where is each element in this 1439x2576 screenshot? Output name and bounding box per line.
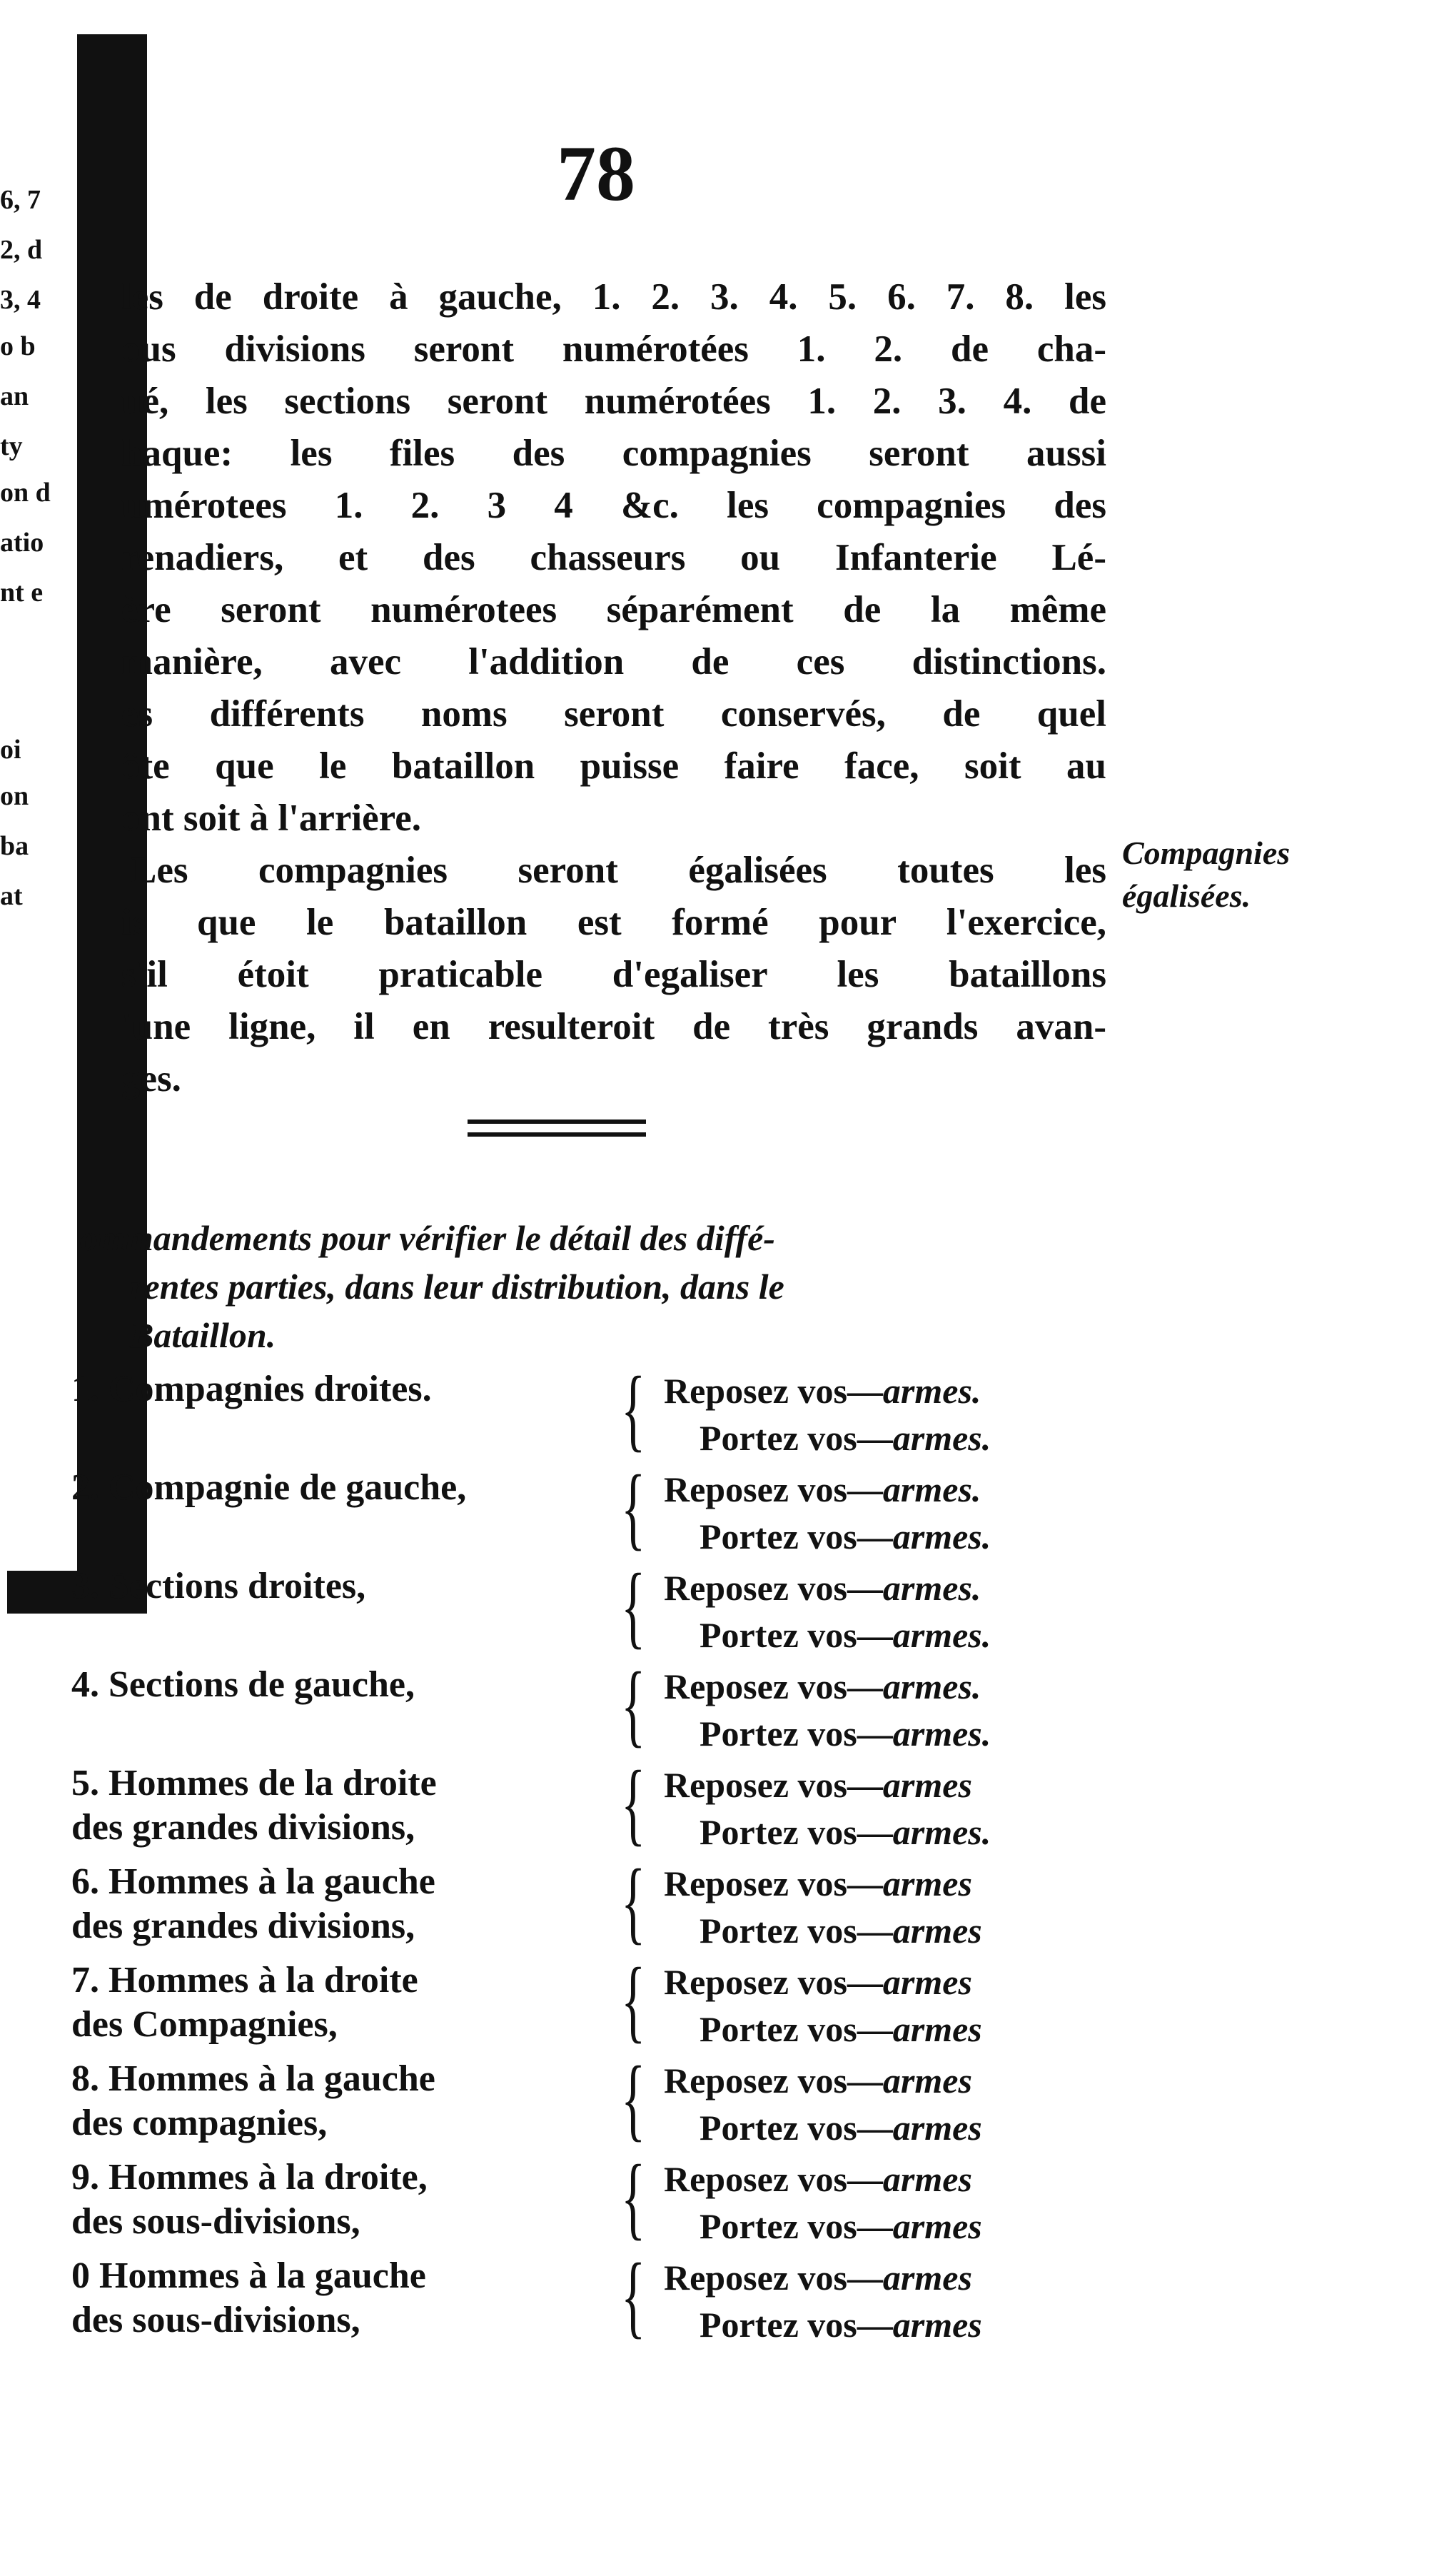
- order-arm: armes.: [882, 1371, 981, 1411]
- order-text: Reposez vos—: [664, 1469, 883, 1509]
- command-orders: [664, 1564, 1121, 1659]
- body-line: is que le bataillon est formé pour l'exercice,: [121, 902, 1106, 943]
- body-line: ère seront numérotees séparément de la même: [121, 589, 1106, 630]
- body-line: 'une ligne, il en resulteroit de très grands avan-: [121, 1006, 1106, 1047]
- order-text: Reposez vos—: [664, 2258, 883, 2298]
- command-row: [71, 1752, 1114, 1860]
- command-orders: [664, 2254, 1121, 2348]
- brace-glyph: {: [621, 1851, 646, 1953]
- order-arm: armes.: [882, 1469, 981, 1509]
- order-arm: armes: [892, 2108, 982, 2148]
- order-arm: armes.: [892, 1516, 991, 1556]
- order-arm: armes: [882, 1765, 972, 1805]
- order-text: Portez vos—: [700, 1911, 893, 1951]
- command-list: [71, 1358, 1114, 2353]
- order-text: Reposez vos—: [664, 1371, 883, 1411]
- command-label: 8. Hommes à la gauche des compagnies,: [71, 2058, 435, 2143]
- command-row: [71, 1851, 1114, 1958]
- heading-line: Bataillon.: [130, 1315, 276, 1355]
- body-line: ges.: [121, 1058, 181, 1100]
- command-label: 4. Sections de gauche,: [71, 1664, 415, 1705]
- body-line: ont soit à l'arrière.: [121, 798, 421, 839]
- brace-glyph: {: [621, 1654, 646, 1756]
- order-text: Portez vos—: [700, 2305, 893, 2345]
- command-label: 5. Hommes de la droite des grandes divisions,: [71, 1763, 437, 1848]
- order-text: Portez vos—: [700, 1714, 893, 1754]
- margin-fragment: on: [0, 781, 29, 811]
- order-arm: armes.: [892, 1615, 991, 1655]
- command-orders: [664, 1663, 1121, 1757]
- margin-fragment: 3, 4: [0, 285, 41, 315]
- margin-fragment: atio: [0, 528, 44, 558]
- command-orders: [664, 1958, 1121, 2053]
- command-row: [71, 1358, 1114, 1466]
- order-text: Reposez vos—: [664, 2159, 883, 2199]
- command-row: [71, 1654, 1114, 1761]
- command-row: [71, 2146, 1114, 2254]
- order-arm: armes.: [892, 1812, 991, 1852]
- order-arm: armes.: [892, 1418, 991, 1458]
- command-row: [71, 2048, 1114, 2155]
- command-orders: [664, 1860, 1121, 1954]
- order-arm: armes: [882, 2258, 972, 2298]
- body-line: ôte que le bataillon puisse faire face, soit au: [121, 745, 1106, 787]
- order-arm: armes: [892, 2009, 982, 2049]
- command-label: 1. Compagnies droites.: [71, 1369, 432, 1409]
- order-arm: armes: [892, 2305, 982, 2345]
- order-text: Portez vos—: [700, 1516, 893, 1556]
- margin-fragment: 6, 7: [0, 185, 41, 215]
- order-arm: armes: [882, 2159, 972, 2199]
- brace-glyph: {: [621, 2048, 646, 2150]
- order-text: Reposez vos—: [664, 2061, 883, 2100]
- command-label: 2. Compagnie de gauche,: [71, 1467, 467, 1508]
- margin-fragment: at: [0, 881, 23, 911]
- order-arm: armes: [892, 2206, 982, 2246]
- margin-fragment: o b: [0, 331, 36, 361]
- page-number: 78: [557, 130, 635, 217]
- order-text: Reposez vos—: [664, 1568, 883, 1608]
- heading-line: ommandements pour vérifier le détail des diffé-: [80, 1218, 775, 1258]
- order-text: Portez vos—: [700, 2206, 893, 2246]
- order-text: Portez vos—: [700, 2108, 893, 2148]
- order-text: Reposez vos—: [664, 1666, 883, 1706]
- body-line: ous divisions seront numérotées 1. 2. de cha-: [121, 328, 1106, 370]
- brace-glyph: {: [621, 1752, 646, 1855]
- margin-note-line: égalisées.: [1122, 877, 1251, 914]
- body-line: haque: les files des compagnies seront aussi: [121, 433, 1106, 474]
- brace-glyph: {: [621, 2146, 646, 2249]
- brace-glyph: {: [621, 1358, 646, 1461]
- body-line: manière, avec l'addition de ces distinctions.: [121, 641, 1106, 683]
- margin-fragment: an: [0, 381, 29, 411]
- command-label: 3. Sections droites,: [71, 1566, 366, 1606]
- section-rule: [468, 1120, 646, 1124]
- body-line: ué, les sections seront numérotées 1. 2. 3. 4. de: [121, 381, 1106, 422]
- command-orders: [664, 2155, 1121, 2250]
- order-arm: armes.: [892, 1714, 991, 1754]
- body-line: es différents noms seront conservés, de quel: [121, 693, 1106, 735]
- margin-fragment: oi: [0, 735, 21, 765]
- command-row: [71, 1456, 1114, 1564]
- command-label: 6. Hommes à la gauche des grandes divisions,: [71, 1861, 435, 1946]
- order-arm: armes.: [882, 1568, 981, 1608]
- order-text: Reposez vos—: [664, 1863, 883, 1903]
- command-label: 9. Hommes à la droite, des sous-divisions,: [71, 2157, 428, 2242]
- margin-fragment: 2, d: [0, 235, 43, 265]
- command-orders: [664, 1761, 1121, 1856]
- body-line: renadiers, et des chasseurs ou Infanterie Lé-: [121, 537, 1106, 578]
- order-arm: armes.: [882, 1666, 981, 1706]
- brace-glyph: {: [621, 1949, 646, 2052]
- margin-fragment: ty: [0, 431, 23, 461]
- order-text: Reposez vos—: [664, 1765, 883, 1805]
- body-paragraphs: [121, 271, 1106, 1105]
- margin-note-line: Compagnies: [1122, 835, 1291, 871]
- order-text: Portez vos—: [700, 2009, 893, 2049]
- body-line: les de droite à gauche, 1. 2. 3. 4. 5. 6. 7. 8. les: [121, 276, 1106, 318]
- order-text: Portez vos—: [700, 1812, 893, 1852]
- brace-glyph: {: [621, 1555, 646, 1658]
- command-orders: [664, 2057, 1121, 2151]
- section-heading: [80, 1214, 1108, 1359]
- command-row: [71, 2245, 1114, 2353]
- command-row: [71, 1949, 1114, 2057]
- command-row: [71, 1555, 1114, 1663]
- command-label: 7. Hommes à la droite des Compagnies,: [71, 1960, 418, 2045]
- brace-glyph: {: [621, 1456, 646, 1559]
- command-orders: [664, 1367, 1121, 1461]
- section-rule: [468, 1132, 646, 1137]
- order-arm: armes: [882, 1863, 972, 1903]
- brace-glyph: {: [621, 2245, 646, 2348]
- margin-fragment: ba: [0, 831, 29, 861]
- body-line: Les compagnies seront égalisées toutes les: [131, 850, 1106, 891]
- command-label: 0 Hommes à la gauche des sous-divisions,: [71, 2255, 426, 2340]
- order-text: Portez vos—: [700, 1418, 893, 1458]
- margin-note: [1122, 832, 1422, 917]
- order-arm: armes: [882, 1962, 972, 2002]
- margin-fragment: nt e: [0, 578, 44, 608]
- command-orders: [664, 1466, 1121, 1560]
- order-text: Reposez vos—: [664, 1962, 883, 2002]
- body-line: s'il étoit praticable d'egaliser les bataillons: [121, 954, 1106, 995]
- order-arm: armes: [892, 1911, 982, 1951]
- heading-line: rentes parties, dans leur distribution, dans le: [130, 1267, 784, 1307]
- order-text: Portez vos—: [700, 1615, 893, 1655]
- order-arm: armes: [882, 2061, 972, 2100]
- margin-fragment: on d: [0, 478, 51, 508]
- body-line: umérotees 1. 2. 3 4 &c. les compagnies des: [121, 485, 1106, 526]
